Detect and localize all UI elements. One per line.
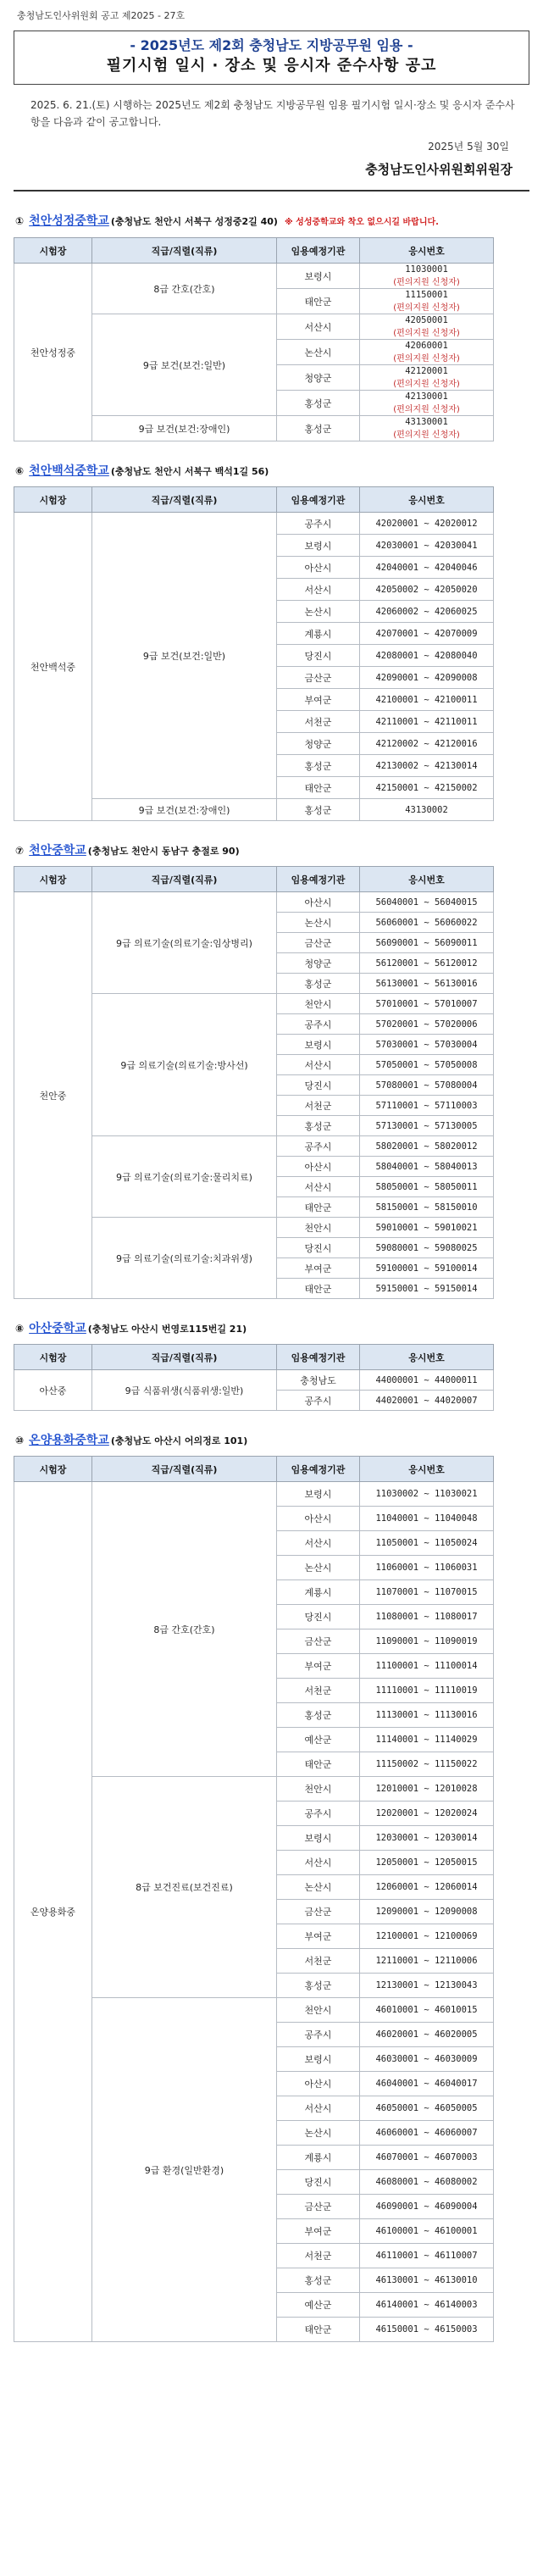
agency-cell: 부여군 (277, 689, 360, 711)
exam-number-cell: 56090001 ~ 56090011 (360, 933, 494, 953)
agency-cell: 금산군 (277, 933, 360, 953)
agency-cell: 서천군 (277, 1679, 360, 1703)
header-position: 직급/직렬(직류) (92, 487, 277, 513)
agency-cell: 홍성군 (277, 755, 360, 777)
exam-number-cell: 11140001 ~ 11140029 (360, 1728, 494, 1752)
table-row (14, 892, 494, 913)
venue-section (14, 464, 529, 821)
table-row (14, 264, 494, 289)
venue-address: (충청남도 아산시 번영로115번길 21) (87, 1324, 247, 1335)
accommodation-note: (편의지원 신청자) (393, 354, 460, 364)
agency-cell: 공주시 (277, 513, 360, 535)
exam-number-cell: 57010001 ~ 57010007 (360, 994, 494, 1014)
agency-cell: 홍성군 (277, 2268, 360, 2293)
exam-number-cell: 11030002 ~ 11030021 (360, 1482, 494, 1507)
section-number: ⑥ (15, 465, 25, 477)
agency-cell: 태안군 (277, 777, 360, 799)
venue-address: (충청남도 천안시 서북구 성정중2길 40) (110, 216, 278, 227)
accommodation-note: (편의지원 신청자) (393, 329, 460, 338)
venue-school-name: 천안성정중학교 (29, 214, 109, 228)
exam-number-cell: 46010001 ~ 46010015 (360, 1998, 494, 2023)
exam-number-cell: 46080001 ~ 46080002 (360, 2170, 494, 2195)
exam-number-cell: 46100001 ~ 46100001 (360, 2219, 494, 2244)
exam-number: 43130001 (405, 417, 448, 427)
position-cell: 8급 간호(간호) (92, 264, 277, 314)
issuer: 충청남도인사위원회위원장 (365, 162, 513, 177)
section-heading (14, 843, 529, 859)
header-agency: 임용예정기관 (277, 867, 360, 892)
venue-school-name: 천안백석중학교 (29, 464, 109, 478)
agency-cell: 논산시 (277, 1875, 360, 1900)
agency-cell: 부여군 (277, 1654, 360, 1679)
exam-number-cell: 46070001 ~ 46070003 (360, 2146, 494, 2170)
exam-number: 42060001 (405, 341, 448, 351)
agency-cell: 홍성군 (277, 799, 360, 821)
agency-cell: 홍성군 (277, 1703, 360, 1728)
exam-number-cell: 11150002 ~ 11150022 (360, 1752, 494, 1777)
agency-cell: 당진시 (277, 1238, 360, 1258)
exam-table (14, 866, 494, 1299)
exam-number-cell: 43130002 (360, 799, 494, 821)
exam-number-cell: 59150001 ~ 59150014 (360, 1279, 494, 1299)
agency-cell: 아산시 (277, 1507, 360, 1531)
venue-cell: 아산중 (14, 1370, 92, 1411)
exam-number-cell: 12020001 ~ 12020024 (360, 1802, 494, 1826)
exam-table (14, 486, 494, 821)
exam-number-cell: 42150001 ~ 42150002 (360, 777, 494, 799)
agency-cell: 금산군 (277, 667, 360, 689)
header-agency: 임용예정기관 (277, 1345, 360, 1370)
header-agency: 임용예정기관 (277, 487, 360, 513)
exam-number-cell: 42080001 ~ 42080040 (360, 645, 494, 667)
exam-table (14, 237, 494, 441)
exam-number-cell: 12060001 ~ 12060014 (360, 1875, 494, 1900)
agency-cell: 예산군 (277, 2293, 360, 2318)
table-row (14, 513, 494, 535)
exam-number-cell: 57020001 ~ 57020006 (360, 1014, 494, 1035)
title-line-1: - 2025년도 제2회 충청남도 지방공무원 임용 - (130, 37, 413, 53)
exam-number-cell: 11100001 ~ 11100014 (360, 1654, 494, 1679)
exam-number-cell: 42090001 ~ 42090008 (360, 667, 494, 689)
header-position: 직급/직렬(직류) (92, 1345, 277, 1370)
header-agency: 임용예정기관 (277, 238, 360, 264)
venue-section (14, 1321, 529, 1411)
header-position: 직급/직렬(직류) (92, 1457, 277, 1482)
agency-cell: 태안군 (277, 289, 360, 314)
exam-number-cell: 42070001 ~ 42070009 (360, 623, 494, 645)
exam-number-cell (360, 340, 494, 365)
exam-number-cell: 11110001 ~ 11110019 (360, 1679, 494, 1703)
position-cell: 9급 식품위생(식품위생:일반) (92, 1370, 277, 1411)
agency-cell: 논산시 (277, 913, 360, 933)
agency-cell: 홍성군 (277, 1116, 360, 1136)
exam-number-cell: 46150001 ~ 46150003 (360, 2318, 494, 2342)
agency-cell: 청양군 (277, 733, 360, 755)
exam-number-cell: 42060002 ~ 42060025 (360, 601, 494, 623)
exam-number-cell: 46090001 ~ 46090004 (360, 2195, 494, 2219)
agency-cell: 논산시 (277, 340, 360, 365)
section-number: ⑧ (15, 1323, 25, 1335)
header-number: 응시번호 (360, 1345, 494, 1370)
exam-number-cell: 57080001 ~ 57080004 (360, 1075, 494, 1096)
agency-cell: 금산군 (277, 1629, 360, 1654)
agency-cell: 천안시 (277, 994, 360, 1014)
exam-number-cell: 57030001 ~ 57030004 (360, 1035, 494, 1055)
agency-cell: 부여군 (277, 1258, 360, 1279)
exam-number-cell: 46060001 ~ 46060007 (360, 2121, 494, 2146)
exam-number-cell: 12090001 ~ 12090008 (360, 1900, 494, 1924)
exam-number-cell: 12100001 ~ 12100069 (360, 1924, 494, 1949)
venue-cell: 천안중 (14, 892, 92, 1299)
agency-cell: 서산시 (277, 1851, 360, 1875)
exam-number-cell: 58150001 ~ 58150010 (360, 1197, 494, 1218)
agency-cell: 서천군 (277, 2244, 360, 2268)
agency-cell: 청양군 (277, 953, 360, 974)
position-cell: 9급 보건(보건:일반) (92, 314, 277, 416)
agency-cell: 홍성군 (277, 391, 360, 416)
agency-cell: 태안군 (277, 1197, 360, 1218)
accommodation-note: (편의지원 신청자) (393, 303, 460, 313)
exam-number-cell: 58050001 ~ 58050011 (360, 1177, 494, 1197)
header-venue: 시험장 (14, 1457, 92, 1482)
agency-cell: 공주시 (277, 1136, 360, 1157)
section-number: ⑦ (15, 845, 25, 857)
venue-address: (충청남도 아산시 어의정로 101) (110, 1435, 248, 1446)
section-heading (14, 464, 529, 480)
exam-number-cell: 11080001 ~ 11080017 (360, 1605, 494, 1629)
agency-cell: 보령시 (277, 2047, 360, 2072)
agency-cell: 아산시 (277, 2072, 360, 2096)
exam-number: 11150001 (405, 290, 448, 300)
exam-number-cell: 57050001 ~ 57050008 (360, 1055, 494, 1075)
exam-number-cell: 42110001 ~ 42110011 (360, 711, 494, 733)
title-line-2: 필기시험 일시 · 장소 및 응시자 준수사항 공고 (106, 57, 437, 75)
exam-number-cell: 46110001 ~ 46110007 (360, 2244, 494, 2268)
agency-cell: 부여군 (277, 2219, 360, 2244)
venue-note: ※ 성성중학교와 착오 없으시길 바랍니다. (284, 218, 439, 227)
exam-number-cell: 42100001 ~ 42100011 (360, 689, 494, 711)
agency-cell: 보령시 (277, 535, 360, 557)
agency-cell: 서산시 (277, 1531, 360, 1556)
exam-number-cell: 11070001 ~ 11070015 (360, 1580, 494, 1605)
agency-cell: 당진시 (277, 645, 360, 667)
section-number: ① (15, 215, 25, 227)
agency-cell: 부여군 (277, 1924, 360, 1949)
header-number: 응시번호 (360, 1457, 494, 1482)
agency-cell: 아산시 (277, 892, 360, 913)
exam-number: 42130001 (405, 391, 448, 402)
divider (14, 190, 529, 192)
agency-cell: 당진시 (277, 1605, 360, 1629)
agency-cell: 논산시 (277, 601, 360, 623)
venue-cell: 천안백석중 (14, 513, 92, 821)
agency-cell: 태안군 (277, 1752, 360, 1777)
exam-number-cell: 44020001 ~ 44020007 (360, 1391, 494, 1411)
position-cell: 9급 의료기술(의료기술:물리치료) (92, 1136, 277, 1218)
agency-cell: 보령시 (277, 1826, 360, 1851)
position-cell: 9급 보건(보건:일반) (92, 513, 277, 799)
exam-number-cell: 42120002 ~ 42120016 (360, 733, 494, 755)
exam-number-cell: 59080001 ~ 59080025 (360, 1238, 494, 1258)
exam-number-cell: 46050001 ~ 46050005 (360, 2096, 494, 2121)
agency-cell: 홍성군 (277, 416, 360, 441)
accommodation-note: (편의지원 신청자) (393, 405, 460, 414)
agency-cell: 계룡시 (277, 623, 360, 645)
agency-cell: 아산시 (277, 1157, 360, 1177)
agency-cell: 계룡시 (277, 1580, 360, 1605)
agency-cell: 보령시 (277, 1035, 360, 1055)
accommodation-note: (편의지원 신청자) (393, 430, 460, 440)
agency-cell: 서산시 (277, 579, 360, 601)
exam-number-cell: 11060001 ~ 11060031 (360, 1556, 494, 1580)
header-position: 직급/직렬(직류) (92, 867, 277, 892)
agency-cell: 당진시 (277, 2170, 360, 2195)
position-cell: 9급 환경(일반환경) (92, 1998, 277, 2342)
agency-cell: 천안시 (277, 1777, 360, 1802)
exam-number-cell: 42020001 ~ 42020012 (360, 513, 494, 535)
exam-number-cell: 59100001 ~ 59100014 (360, 1258, 494, 1279)
position-cell: 9급 보건(보건:장애인) (92, 416, 277, 441)
header-venue: 시험장 (14, 238, 92, 264)
venue-section (14, 1433, 529, 2342)
agency-cell: 당진시 (277, 1075, 360, 1096)
exam-number-cell: 42130002 ~ 42130014 (360, 755, 494, 777)
exam-number-cell: 56120001 ~ 56120012 (360, 953, 494, 974)
exam-number-cell (360, 264, 494, 289)
exam-number-cell: 12030001 ~ 12030014 (360, 1826, 494, 1851)
agency-cell: 보령시 (277, 1482, 360, 1507)
venue-school-name: 온양용화중학교 (29, 1434, 109, 1447)
exam-number-cell: 56040001 ~ 56040015 (360, 892, 494, 913)
venue-address: (충청남도 천안시 서북구 백석1길 56) (110, 466, 269, 477)
agency-cell: 충청남도 (277, 1370, 360, 1391)
exam-number-cell (360, 391, 494, 416)
exam-number-cell: 12130001 ~ 12130043 (360, 1974, 494, 1998)
agency-cell: 서천군 (277, 711, 360, 733)
agency-cell: 보령시 (277, 264, 360, 289)
table-row (14, 1482, 494, 1507)
venue-address: (충청남도 천안시 동남구 충절로 90) (87, 846, 240, 857)
agency-cell: 태안군 (277, 2318, 360, 2342)
exam-number-cell: 12110001 ~ 12110006 (360, 1949, 494, 1974)
header-position: 직급/직렬(직류) (92, 238, 277, 264)
exam-number-cell: 11040001 ~ 11040048 (360, 1507, 494, 1531)
position-cell: 9급 의료기술(의료기술:치과위생) (92, 1218, 277, 1299)
venue-school-name: 천안중학교 (29, 844, 86, 858)
exam-number-cell: 46020001 ~ 46020005 (360, 2023, 494, 2047)
section-number: ⑩ (15, 1435, 25, 1446)
agency-cell: 공주시 (277, 1802, 360, 1826)
venue-section (14, 214, 529, 441)
exam-number-cell (360, 314, 494, 340)
exam-number-cell: 12050001 ~ 12050015 (360, 1851, 494, 1875)
agency-cell: 태안군 (277, 1279, 360, 1299)
section-heading (14, 1321, 529, 1337)
section-heading (14, 214, 529, 230)
exam-number: 42050001 (405, 315, 448, 325)
position-cell: 8급 간호(간호) (92, 1482, 277, 1777)
agency-cell: 논산시 (277, 1556, 360, 1580)
doc-number: 충청남도인사위원회 공고 제2025 - 27호 (17, 10, 186, 21)
exam-number-cell: 46140001 ~ 46140003 (360, 2293, 494, 2318)
notice-date: 2025년 5월 30일 (428, 141, 509, 153)
venue-school-name: 아산중학교 (29, 1322, 86, 1335)
header-number: 응시번호 (360, 487, 494, 513)
agency-cell: 서산시 (277, 2096, 360, 2121)
exam-number-cell: 11090001 ~ 11090019 (360, 1629, 494, 1654)
exam-number-cell: 56130001 ~ 56130016 (360, 974, 494, 994)
agency-cell: 공주시 (277, 1391, 360, 1411)
exam-number-cell: 42030001 ~ 42030041 (360, 535, 494, 557)
agency-cell: 홍성군 (277, 974, 360, 994)
agency-cell: 홍성군 (277, 1974, 360, 1998)
header-agency: 임용예정기관 (277, 1457, 360, 1482)
exam-number-cell (360, 365, 494, 391)
agency-cell: 공주시 (277, 2023, 360, 2047)
exam-number-cell (360, 416, 494, 441)
position-cell: 9급 의료기술(의료기술:임상병리) (92, 892, 277, 994)
exam-number-cell: 42040001 ~ 42040046 (360, 557, 494, 579)
exam-number-cell: 42050002 ~ 42050020 (360, 579, 494, 601)
accommodation-note: (편의지원 신청자) (393, 380, 460, 389)
agency-cell: 서산시 (277, 314, 360, 340)
section-heading (14, 1433, 529, 1449)
agency-cell: 서천군 (277, 1096, 360, 1116)
agency-cell: 논산시 (277, 2121, 360, 2146)
table-row (14, 1370, 494, 1391)
accommodation-note: (편의지원 신청자) (393, 278, 460, 287)
exam-number-cell (360, 289, 494, 314)
header-venue: 시험장 (14, 1345, 92, 1370)
agency-cell: 서산시 (277, 1055, 360, 1075)
header-number: 응시번호 (360, 238, 494, 264)
agency-cell: 공주시 (277, 1014, 360, 1035)
title-box (14, 31, 529, 85)
exam-number-cell: 57110001 ~ 57110003 (360, 1096, 494, 1116)
exam-number-cell: 58020001 ~ 58020012 (360, 1136, 494, 1157)
exam-number-cell: 46130001 ~ 46130010 (360, 2268, 494, 2293)
venue-cell: 온양용화중 (14, 1482, 92, 2342)
agency-cell: 서산시 (277, 1177, 360, 1197)
agency-cell: 청양군 (277, 365, 360, 391)
intro-text: 2025. 6. 21.(토) 시행하는 2025년도 제2회 충청남도 지방공무원 임용 필기시험 일시·장소 및 응시자 준수사항을 다음과 같이 공고합니다. (30, 99, 515, 128)
exam-number-cell: 12010001 ~ 12010028 (360, 1777, 494, 1802)
header-number: 응시번호 (360, 867, 494, 892)
agency-cell: 계룡시 (277, 2146, 360, 2170)
agency-cell: 천안시 (277, 1998, 360, 2023)
exam-number-cell: 57130001 ~ 57130005 (360, 1116, 494, 1136)
header-venue: 시험장 (14, 487, 92, 513)
agency-cell: 금산군 (277, 2195, 360, 2219)
exam-number-cell: 58040001 ~ 58040013 (360, 1157, 494, 1177)
exam-table (14, 1344, 494, 1411)
venue-sections (14, 214, 529, 2342)
agency-cell: 금산군 (277, 1900, 360, 1924)
exam-number-cell: 11130001 ~ 11130016 (360, 1703, 494, 1728)
position-cell: 9급 보건(보건:장애인) (92, 799, 277, 821)
exam-number-cell: 59010001 ~ 59010021 (360, 1218, 494, 1238)
header-venue: 시험장 (14, 867, 92, 892)
venue-section (14, 843, 529, 1299)
exam-number-cell: 46030001 ~ 46030009 (360, 2047, 494, 2072)
exam-table (14, 1456, 494, 2342)
agency-cell: 서천군 (277, 1949, 360, 1974)
exam-number-cell: 56060001 ~ 56060022 (360, 913, 494, 933)
position-cell: 8급 보건진료(보건진료) (92, 1777, 277, 1998)
exam-number: 11030001 (405, 264, 448, 275)
venue-cell: 천안성정중 (14, 264, 92, 441)
exam-number-cell: 11050001 ~ 11050024 (360, 1531, 494, 1556)
agency-cell: 예산군 (277, 1728, 360, 1752)
agency-cell: 천안시 (277, 1218, 360, 1238)
position-cell: 9급 의료기술(의료기술:방사선) (92, 994, 277, 1136)
exam-number-cell: 44000001 ~ 44000011 (360, 1370, 494, 1391)
exam-number-cell: 46040001 ~ 46040017 (360, 2072, 494, 2096)
agency-cell: 아산시 (277, 557, 360, 579)
exam-number: 42120001 (405, 366, 448, 376)
